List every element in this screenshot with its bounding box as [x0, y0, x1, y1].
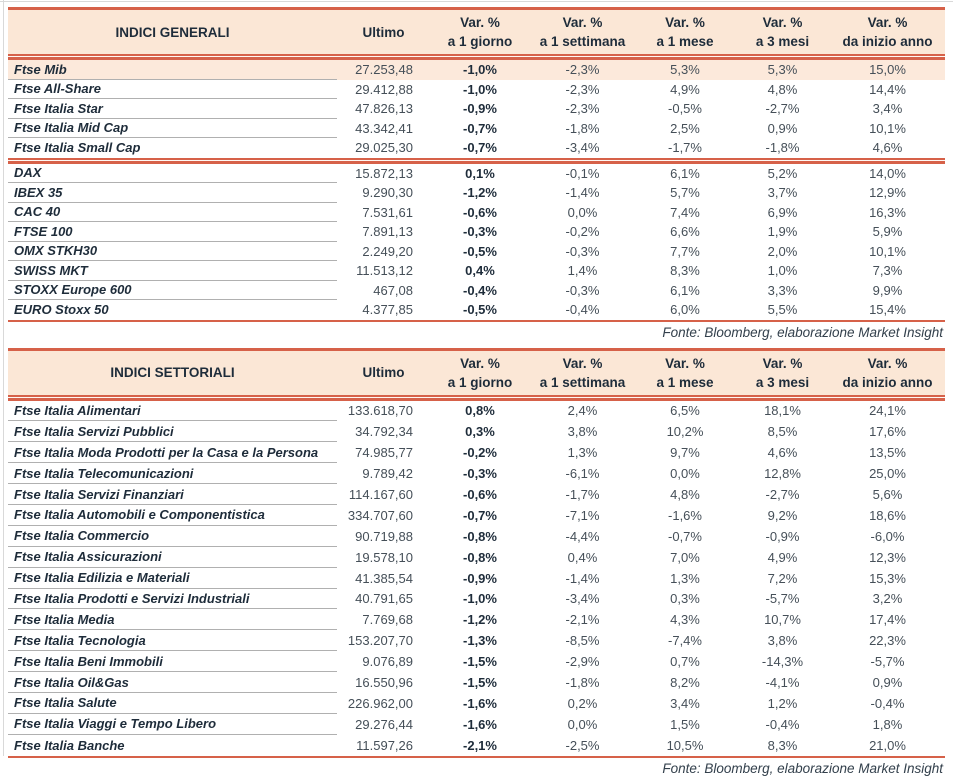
index-name: Ftse Italia Edilizia e Materiali [8, 568, 337, 589]
var-pct-cell: 3,3% [767, 282, 798, 298]
var-pct-cell: -4,4% [565, 528, 600, 544]
last-value-cell: 90.719,88 [355, 528, 413, 544]
var-pct-cell: 0,3% [465, 424, 495, 440]
var-pct-cell: -14,3% [761, 654, 804, 670]
index-name: Ftse Italia Servizi Finanziari [8, 484, 337, 505]
index-name: Ftse Italia Mid Cap [8, 119, 337, 139]
var-pct-cell: -1,8% [765, 140, 800, 156]
source-note: Fonte: Bloomberg, elaborazione Market Insight [662, 325, 943, 340]
column-header-var-da-inizio-anno: Var. % da inizio anno [842, 15, 933, 49]
index-name: OMX STKH30 [8, 242, 337, 262]
var-pct-cell: -1,0% [463, 62, 497, 78]
var-pct-cell: -0,7% [463, 120, 497, 136]
var-pct-cell: -1,6% [668, 507, 702, 523]
var-pct-cell: 10,1% [869, 243, 906, 259]
last-value-cell: 11.513,12 [356, 263, 413, 279]
var-pct-cell: -0,8% [463, 549, 497, 565]
var-pct-cell: 0,0% [670, 466, 700, 482]
index-name: FTSE 100 [8, 222, 337, 242]
table-body [8, 60, 945, 320]
var-pct-cell: 3,4% [872, 101, 903, 117]
last-value-cell: 19.578,10 [355, 549, 413, 565]
var-pct-cell: -0,1% [565, 165, 600, 181]
table-row [8, 463, 945, 484]
var-pct-cell: 14,0% [869, 165, 906, 181]
var-pct-cell: -0,9% [765, 528, 800, 544]
var-pct-cell: 5,5% [767, 302, 798, 318]
table-row [8, 651, 945, 672]
column-header-var-da-inizio-anno: Var. % da inizio anno [842, 355, 933, 390]
var-pct-cell: -0,4% [765, 716, 800, 732]
var-pct-cell: -2,3% [565, 81, 600, 97]
var-pct-cell: 14,4% [869, 81, 906, 97]
var-pct-cell: 7,2% [767, 570, 798, 586]
var-pct-cell: 13,5% [869, 445, 906, 461]
column-header-var-a-1-mese: Var. % a 1 mese [656, 355, 714, 390]
index-name: IBEX 35 [8, 183, 337, 203]
var-pct-cell: 4,9% [767, 549, 798, 565]
var-pct-cell: 6,1% [670, 282, 700, 298]
column-header-ultimo: Ultimo [362, 24, 405, 40]
var-pct-cell: 0,1% [465, 165, 495, 181]
var-pct-cell: 12,3% [869, 549, 906, 565]
last-value-cell: 27.253,48 [355, 62, 413, 78]
var-pct-cell: 8,5% [767, 424, 798, 440]
table-row [8, 242, 945, 262]
var-pct-cell: 6,0% [670, 302, 700, 318]
var-pct-cell: 4,3% [670, 612, 700, 628]
var-pct-cell: 15,4% [869, 302, 906, 318]
var-pct-cell: -1,6% [463, 716, 497, 732]
table-row [8, 526, 945, 547]
var-pct-cell: -0,6% [463, 204, 497, 220]
index-name: Ftse Italia Tecnologia [8, 630, 337, 651]
last-value-cell: 29.276,44 [355, 716, 413, 732]
last-value-cell: 15.872,13 [355, 165, 413, 181]
var-pct-cell: -2,5% [565, 737, 600, 753]
last-value-cell: 9.290,30 [362, 185, 413, 201]
table-row [8, 421, 945, 442]
table-row [8, 609, 945, 630]
table-row [8, 80, 945, 100]
last-value-cell: 40.791,65 [355, 591, 413, 607]
last-value-cell: 9.789,42 [362, 466, 413, 482]
var-pct-cell: -1,0% [463, 81, 497, 97]
table-row [8, 589, 945, 610]
index-name: Ftse All-Share [8, 80, 337, 100]
table-row [8, 484, 945, 505]
index-name: Ftse Italia Commercio [8, 526, 337, 547]
index-name: Ftse Italia Oil&Gas [8, 672, 337, 693]
column-header-var-a-1-settimana: Var. % a 1 settimana [539, 355, 626, 390]
column-header-var-a-1-giorno: Var. % a 1 giorno [447, 15, 513, 49]
var-pct-cell: -2,1% [463, 737, 497, 753]
index-name: Ftse Italia Automobili e Componentistica [8, 505, 337, 526]
index-name: Ftse Italia Beni Immobili [8, 651, 337, 672]
var-pct-cell: 8,2% [670, 675, 700, 691]
column-header-var-a-3-mesi: Var. % a 3 mesi [755, 15, 810, 49]
index-name: DAX [8, 164, 337, 184]
var-pct-cell: -0,6% [463, 487, 497, 502]
table-row [8, 505, 945, 526]
var-pct-cell: 4,8% [767, 81, 798, 97]
last-value-cell: 43.342,41 [355, 120, 413, 136]
var-pct-cell: -0,2% [565, 224, 600, 240]
var-pct-cell: 22,3% [869, 633, 906, 649]
var-pct-cell: -5,7% [870, 654, 905, 670]
table-row [8, 442, 945, 463]
var-pct-cell: -3,4% [565, 140, 600, 156]
var-pct-cell: 24,1% [869, 403, 906, 419]
var-pct-cell: -0,7% [463, 140, 497, 156]
index-name: Ftse Italia Star [8, 99, 337, 119]
var-pct-cell: 1,5% [670, 716, 700, 732]
last-value-cell: 74.985,77 [355, 445, 413, 461]
var-pct-cell: -1,4% [565, 185, 600, 201]
var-pct-cell: 1,4% [567, 263, 598, 279]
last-value-cell: 11.597,26 [356, 737, 413, 753]
var-pct-cell: 5,7% [670, 185, 700, 201]
table-body [8, 401, 945, 756]
table-row [8, 568, 945, 589]
var-pct-cell: 4,6% [767, 445, 798, 461]
var-pct-cell: -1,5% [463, 654, 497, 670]
var-pct-cell: 4,6% [872, 140, 903, 156]
var-pct-cell: -0,2% [463, 445, 497, 461]
var-pct-cell: -0,3% [565, 282, 600, 298]
var-pct-cell: 2,0% [767, 243, 798, 259]
var-pct-cell: -6,0% [870, 528, 905, 544]
var-pct-cell: 3,7% [767, 185, 798, 201]
last-value-cell: 29.412,88 [355, 81, 413, 97]
index-name: SWISS MKT [8, 261, 337, 281]
page-left-edge [3, 0, 4, 756]
var-pct-cell: 12,8% [764, 466, 801, 482]
var-pct-cell: 6,6% [670, 224, 700, 240]
var-pct-cell: -2,9% [565, 654, 600, 670]
var-pct-cell: -1,5% [463, 675, 497, 691]
var-pct-cell: 5,9% [872, 224, 903, 240]
var-pct-cell: -0,7% [463, 507, 497, 523]
var-pct-cell: 3,8% [567, 424, 598, 440]
var-pct-cell: 2,4% [567, 403, 598, 419]
table-row [8, 401, 945, 422]
var-pct-cell: 4,9% [670, 81, 700, 97]
last-value-cell: 7.531,61 [362, 204, 413, 220]
var-pct-cell: -0,4% [463, 282, 497, 298]
page-top-edge [0, 1, 953, 2]
var-pct-cell: -0,7% [668, 528, 702, 544]
var-pct-cell: 1,3% [670, 570, 700, 586]
var-pct-cell: 9,7% [670, 445, 700, 461]
var-pct-cell: 9,9% [872, 282, 903, 298]
last-value-cell: 4.377,85 [362, 302, 413, 318]
index-name: Ftse Italia Small Cap [14, 140, 141, 156]
var-pct-cell: -1,7% [668, 140, 702, 156]
table-row [8, 714, 945, 735]
table-row [8, 183, 945, 203]
last-value-cell: 226.962,00 [347, 695, 413, 711]
var-pct-cell: 10,5% [666, 737, 704, 753]
var-pct-cell: 5,2% [767, 165, 798, 181]
last-value-cell: 2.249,20 [362, 243, 413, 259]
index-name: Ftse Italia Media [8, 609, 337, 630]
var-pct-cell: -0,3% [463, 224, 497, 240]
var-pct-cell: 6,1% [670, 165, 700, 181]
var-pct-cell: -0,5% [463, 302, 497, 318]
var-pct-cell: 12,9% [869, 185, 906, 201]
last-value-cell: 41.385,54 [355, 570, 413, 586]
var-pct-cell: -3,4% [565, 591, 600, 607]
var-pct-cell: -1,3% [463, 633, 497, 649]
var-pct-cell: 0,0% [567, 716, 598, 732]
var-pct-cell: 9,2% [767, 507, 798, 523]
last-value-cell: 9.076,89 [362, 654, 413, 670]
column-header-ultimo: Ultimo [362, 365, 405, 380]
var-pct-cell: 5,6% [872, 487, 903, 502]
column-header-var-a-1-mese: Var. % a 1 mese [656, 15, 714, 49]
last-value-cell: 467,08 [373, 282, 413, 298]
var-pct-cell: -0,4% [565, 302, 600, 318]
var-pct-cell: 1,0% [767, 263, 798, 279]
var-pct-cell: 1,2% [767, 695, 798, 711]
var-pct-cell: 0,4% [567, 549, 598, 565]
var-pct-cell: -1,8% [565, 120, 600, 136]
table-row [8, 203, 945, 223]
general-indices-table [8, 7, 945, 322]
last-value-cell: 334.707,60 [347, 507, 413, 523]
column-header-var-a-1-settimana: Var. % a 1 settimana [539, 15, 626, 49]
index-name: Ftse Mib [8, 60, 337, 80]
index-name: Ftse Italia Telecomunicazioni [8, 463, 337, 484]
var-pct-cell: -7,1% [565, 507, 600, 523]
last-value-cell: 29.025,30 [355, 140, 413, 156]
table-row [8, 99, 945, 119]
var-pct-cell: 5,3% [767, 62, 798, 78]
var-pct-cell: -1,8% [565, 675, 600, 691]
table-row [8, 281, 945, 301]
index-name: CAC 40 [8, 203, 337, 223]
table-title: INDICI GENERALI [115, 24, 230, 40]
table-row [8, 693, 945, 714]
var-pct-cell: 0,0% [567, 204, 598, 220]
var-pct-cell: -0,4% [870, 695, 905, 711]
var-pct-cell: 4,8% [670, 487, 700, 502]
var-pct-cell: 1,9% [767, 224, 798, 240]
var-pct-cell: -1,6% [463, 695, 497, 711]
var-pct-cell: 10,2% [666, 424, 704, 440]
var-pct-cell: 7,0% [670, 549, 700, 565]
index-name: Ftse Italia Prodotti e Servizi Industriali [8, 589, 337, 610]
sector-indices-table [8, 348, 945, 758]
var-pct-cell: -2,7% [765, 101, 800, 117]
var-pct-cell: 7,7% [670, 243, 700, 259]
table-header-row [8, 351, 945, 395]
var-pct-cell: -8,5% [565, 633, 600, 649]
table-row [8, 261, 945, 281]
index-name: EURO Stoxx 50 [14, 302, 109, 318]
var-pct-cell: 10,1% [869, 120, 906, 136]
index-name: Ftse Italia Servizi Pubblici [8, 421, 337, 442]
var-pct-cell: -2,3% [565, 62, 600, 78]
var-pct-cell: -2,3% [565, 101, 600, 117]
var-pct-cell: 17,4% [869, 612, 906, 628]
var-pct-cell: 7,4% [670, 204, 700, 220]
var-pct-cell: -1,4% [565, 570, 600, 586]
var-pct-cell: 18,1% [764, 403, 801, 419]
var-pct-cell: -2,1% [565, 612, 600, 628]
table-row [8, 672, 945, 693]
var-pct-cell: 1,3% [567, 445, 598, 461]
index-name: Ftse Italia Assicurazioni [8, 547, 337, 568]
var-pct-cell: -1,0% [463, 591, 497, 607]
source-note: Fonte: Bloomberg, elaborazione Market Insight [662, 761, 943, 777]
index-name: STOXX Europe 600 [8, 281, 337, 301]
var-pct-cell: -0,9% [463, 570, 497, 586]
var-pct-cell: 0,3% [670, 591, 700, 607]
var-pct-cell: 5,3% [670, 62, 700, 78]
var-pct-cell: -0,8% [463, 528, 497, 544]
column-header-var-a-1-giorno: Var. % a 1 giorno [447, 355, 513, 390]
table-row [8, 60, 945, 80]
index-name: Ftse Italia Alimentari [8, 401, 337, 422]
var-pct-cell: 3,2% [872, 591, 903, 607]
index-name: Ftse Italia Banche [14, 737, 125, 753]
var-pct-cell: 16,3% [869, 204, 906, 220]
var-pct-cell: -1,7% [565, 487, 600, 502]
var-pct-cell: -0,5% [668, 101, 702, 117]
var-pct-cell: 0,4% [465, 263, 495, 279]
last-value-cell: 153.207,70 [347, 633, 413, 649]
var-pct-cell: 18,6% [869, 507, 906, 523]
table-row [8, 630, 945, 651]
last-value-cell: 7.891,13 [362, 224, 413, 240]
var-pct-cell: -1,2% [463, 185, 497, 201]
var-pct-cell: -7,4% [668, 633, 702, 649]
var-pct-cell: -0,3% [463, 466, 497, 482]
last-value-cell: 16.550,96 [355, 675, 413, 691]
var-pct-cell: -0,3% [565, 243, 600, 259]
table-row [8, 547, 945, 568]
var-pct-cell: 0,8% [465, 403, 495, 419]
var-pct-cell: -0,5% [463, 243, 497, 259]
var-pct-cell: 1,8% [872, 716, 903, 732]
var-pct-cell: 10,7% [764, 612, 801, 628]
last-value-cell: 34.792,34 [355, 424, 413, 440]
var-pct-cell: 6,9% [767, 204, 798, 220]
index-name: Ftse Italia Salute [8, 693, 337, 714]
table-header-row [8, 10, 945, 54]
var-pct-cell: 3,8% [767, 633, 798, 649]
table-row [8, 164, 945, 184]
var-pct-cell: 7,3% [872, 263, 903, 279]
last-value-cell: 133.618,70 [347, 403, 413, 419]
var-pct-cell: -4,1% [765, 675, 800, 691]
table-row [8, 735, 945, 756]
index-name: Ftse Italia Viaggi e Tempo Libero [8, 714, 337, 735]
var-pct-cell: -2,7% [765, 487, 800, 502]
var-pct-cell: -1,2% [463, 612, 497, 628]
table-row [8, 222, 945, 242]
table-row [8, 138, 945, 158]
var-pct-cell: -5,7% [765, 591, 800, 607]
index-name: Ftse Italia Moda Prodotti per la Casa e la Persona [8, 442, 337, 463]
var-pct-cell: 21,0% [869, 737, 906, 753]
table-row [8, 300, 945, 320]
var-pct-cell: 0,9% [767, 120, 798, 136]
var-pct-cell: 15,3% [869, 570, 906, 586]
report-body [8, 7, 945, 780]
var-pct-cell: 15,0% [869, 62, 906, 78]
last-value-cell: 7.769,68 [362, 612, 413, 628]
var-pct-cell: 6,5% [670, 403, 700, 419]
var-pct-cell: 8,3% [670, 263, 700, 279]
column-header-var-a-3-mesi: Var. % a 3 mesi [755, 355, 810, 390]
var-pct-cell: 8,3% [767, 737, 798, 753]
var-pct-cell: 0,9% [872, 675, 903, 691]
last-value-cell: 47.826,13 [355, 101, 413, 117]
var-pct-cell: 2,5% [670, 120, 700, 136]
table-title: INDICI SETTORIALI [110, 365, 235, 380]
var-pct-cell: 0,7% [670, 654, 700, 670]
var-pct-cell: -6,1% [565, 466, 600, 482]
table-row [8, 119, 945, 139]
var-pct-cell: 3,4% [670, 695, 700, 711]
var-pct-cell: 25,0% [869, 466, 906, 482]
var-pct-cell: -0,9% [463, 101, 497, 117]
var-pct-cell: 17,6% [869, 424, 906, 440]
var-pct-cell: 0,2% [567, 695, 598, 711]
last-value-cell: 114.167,60 [348, 487, 413, 502]
